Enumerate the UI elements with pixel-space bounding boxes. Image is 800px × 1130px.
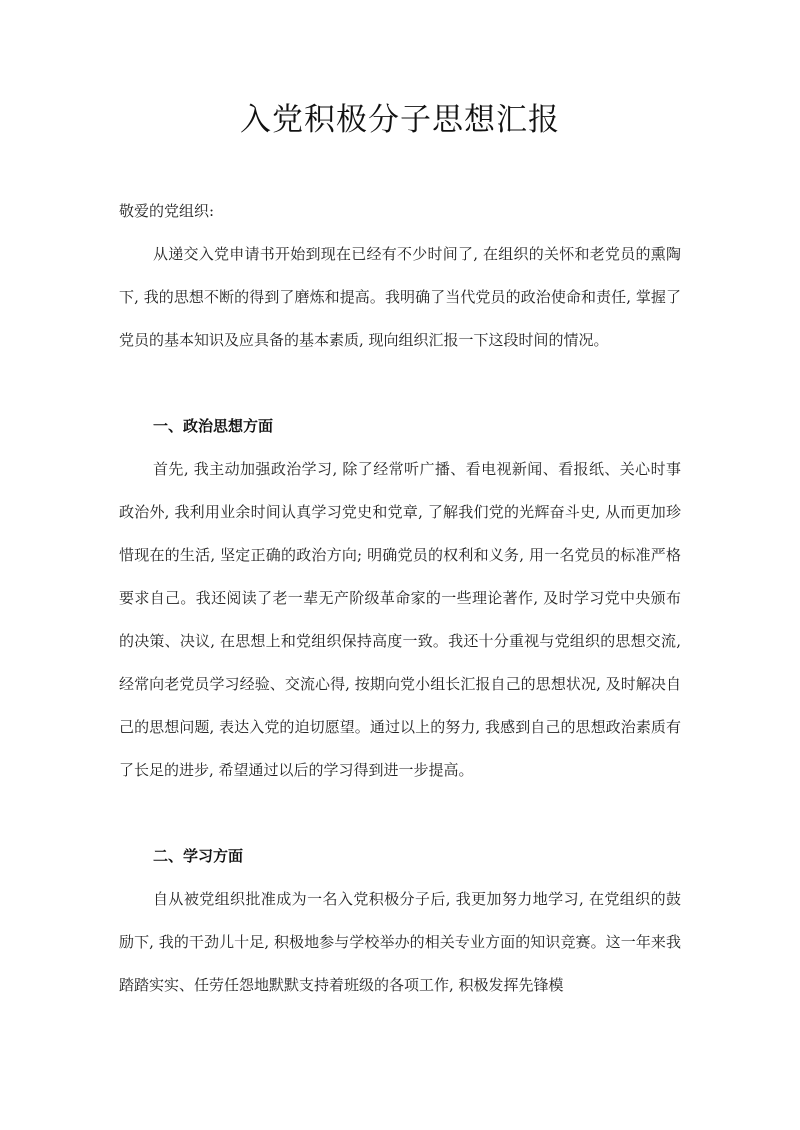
document-title: 入党积极分子思想汇报 (240, 102, 560, 138)
section-heading-study: 二、学习方面 (153, 847, 244, 865)
intro-paragraph: 从递交入党申请书开始到现在已经有不少时间了, 在组织的关怀和老党员的熏陶下, 我的思想不断的得到了磨炼和提高。我明确了当代党员的政治使命和责任, 掌握了党员的基本知识及应具备的基本素质, 现向组织汇报一下这段时间的情况。 (119, 245, 681, 349)
study-paragraph: 自从被党组织批准成为一名入党积极分子后, 我更加努力地学习, 在党组织的鼓励下, 我的干劲儿十足, 积极地参与学校举办的相关专业方面的知识竞赛。这一年来我踏踏实实、任劳任怨地默默支持着班级的各项工作, 积极发挥先锋模 (119, 890, 681, 994)
political-paragraph: 首先, 我主动加强政治学习, 除了经常听广播、看电视新闻、看报纸、关心时事政治外, 我利用业余时间认真学习党史和党章, 了解我们党的光辉奋斗史, 从而更加珍惜现在的生活, 坚定正确的政治方向; 明确党员的权利和义务, 用一名党员的标准严格要求自己。我还阅读了老一辈无产阶级革命家的一些理论著作, 及时学习党中央颁布的决策、决议, 在思想上和党组织保持高度一致。我还十分重视与党组织的思想交流, 经常向老党员学习经验、交流心得, 按期向党小组长汇报自己的思想状况, 及时解决自己的思想问题, 表达入党的迫切愿望。通过以上的努力, 我感到自己的思想政治素质有了长足的进步, 希望通过以后的学习得到进一步提高。 (119, 460, 681, 779)
salutation: 敬爱的党组织: (119, 202, 215, 220)
section-heading-political: 一、政治思想方面 (153, 417, 274, 435)
